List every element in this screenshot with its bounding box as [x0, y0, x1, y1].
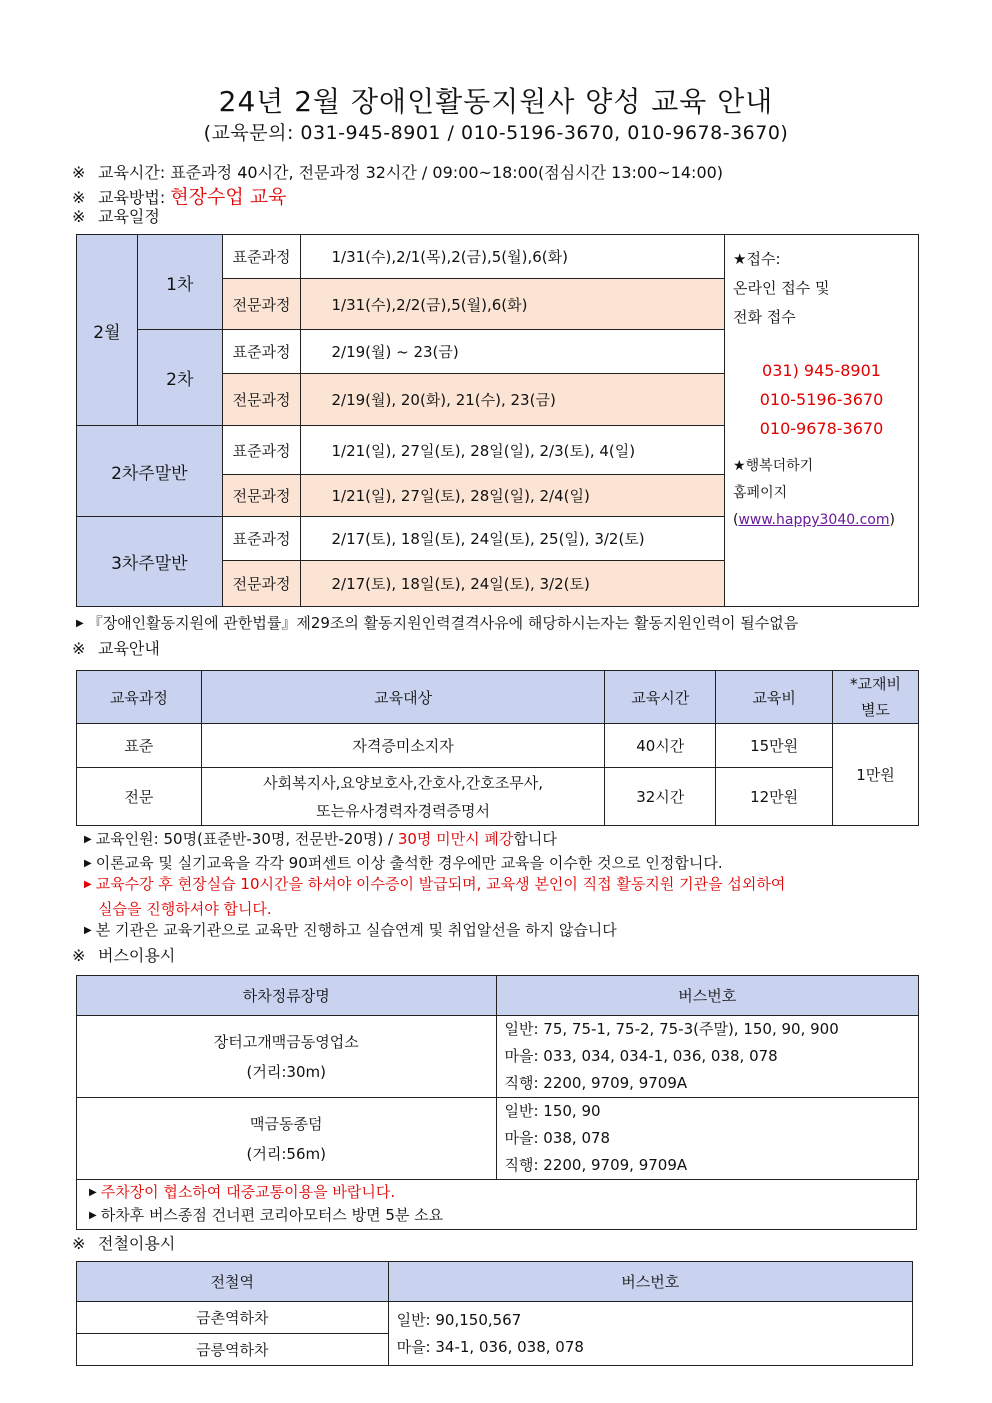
col-bus: 버스번호	[496, 976, 919, 1016]
weekend-2: 2차주말반	[77, 426, 223, 516]
weekend-3: 3차주말반	[77, 516, 223, 606]
col-bus: 버스번호	[388, 1262, 912, 1302]
bullet-institution: ▶ 본 기관은 교육기관으로 교육만 진행하고 실습연계 및 취업알선을 하지 않습니다	[84, 921, 617, 939]
guide-table	[76, 670, 919, 826]
bullet-practice: ▶ 교육수강 후 현장실습 10시간을 하셔야 이수증이 발급되며, 교육생 본인이 직접 활동지원 기관을 섭외하여 실습을 진행하셔야 합니다.	[84, 875, 786, 918]
method-value: 현장수업 교육	[170, 186, 287, 208]
col-fee: 교육비	[716, 671, 833, 724]
schedule-dates: 1/31(수),2/1(목),2(금),5(월),6(화)	[301, 235, 725, 279]
phone-number: 031) 945-8901	[762, 361, 881, 380]
material-fee: 1만원	[833, 724, 919, 826]
subway-table	[76, 1261, 913, 1366]
note-method: ※ 교육방법: 현장수업 교육	[72, 186, 287, 208]
bus-stop: 맥금동종덤 (거리:56m)	[77, 1098, 497, 1180]
homepage-link[interactable]: www.happy3040.com	[738, 512, 890, 528]
phone-number: 010-9678-3670	[759, 419, 884, 438]
col-stop: 하차정류장명	[77, 976, 497, 1016]
month-cell: 2월	[77, 235, 138, 426]
col-course: 교육과정	[77, 671, 202, 724]
course-expert: 전문과정	[222, 374, 301, 426]
note-time: ※ 교육시간: 표준과정 40시간, 전문과정 32시간 / 09:00~18:00(점심시간 13:00~14:00)	[72, 163, 724, 182]
table-cell: 자격증미소지자	[201, 724, 604, 768]
guide-heading: ※ 교육안내	[72, 639, 160, 658]
bullet-icon: ▶	[76, 618, 84, 629]
schedule-dates: 1/21(일), 27일(토), 28일(일), 2/3(토), 4(일)	[301, 426, 725, 474]
table-cell: 전문	[77, 768, 202, 826]
course-standard: 표준과정	[222, 516, 301, 560]
table-cell: 32시간	[605, 768, 716, 826]
col-material: *교재비 별도	[833, 671, 919, 724]
law-note: ▶ 『장애인활동지원에 관한법률』제29조의 활동지원인력결격사유에 해당하시는자는 활동지원인력이 될수없음	[76, 614, 799, 632]
round-1: 1차	[137, 235, 222, 330]
schedule-dates: 2/17(토), 18일(토), 24일(토), 3/2(토)	[301, 560, 725, 606]
bus-stop: 장터고개맥금동영업소 (거리:30m)	[77, 1016, 497, 1098]
schedule-dates: 1/31(수),2/2(금),5(월),6(화)	[301, 279, 725, 330]
course-standard: 표준과정	[222, 426, 301, 474]
table-cell: 40시간	[605, 724, 716, 768]
course-standard: 표준과정	[222, 330, 301, 374]
note-mark: ※	[72, 163, 86, 182]
course-expert: 전문과정	[222, 279, 301, 330]
bus-table	[76, 975, 919, 1180]
col-target: 교육대상	[201, 671, 604, 724]
bullet-capacity: ▶ 교육인원: 50명(표준반-30명, 전문반-20명) / 30명 미만시 폐강합니다	[84, 830, 557, 848]
table-cell: 12만원	[716, 768, 833, 826]
table-cell: 표준	[77, 724, 202, 768]
bullet-attendance: ▶ 이론교육 및 실기교육을 각각 90퍼센트 이상 출석한 경우에만 교육을 이수한 것으로 인정합니다.	[84, 854, 723, 872]
bus-heading: ※ 버스이용시	[72, 946, 176, 965]
col-hours: 교육시간	[605, 671, 716, 724]
station: 금릉역하차	[77, 1334, 389, 1366]
bus-lines: 일반: 150, 90 마을: 038, 078 직행: 2200, 9709, 9709A	[496, 1098, 919, 1180]
course-expert: 전문과정	[222, 560, 301, 606]
page-title: 24년 2월 장애인활동지원사 양성 교육 안내	[218, 85, 774, 118]
station: 금촌역하차	[77, 1302, 389, 1334]
schedule-dates: 2/17(토), 18일(토), 24일(토), 25(일), 3/2(토)	[301, 516, 725, 560]
course-standard: 표준과정	[222, 235, 301, 279]
col-station: 전철역	[77, 1262, 389, 1302]
schedule-table	[76, 234, 919, 607]
bus-notes: ▶ 주차장이 협소하여 대중교통이용을 바랍니다. ▶ 하차후 버스종점 건너편 코리아모터스 방면 5분 소요	[76, 1179, 917, 1230]
table-cell: 사회복지사,요양보호사,간호사,간호조무사, 또는유사경력자경력증명서	[201, 768, 604, 826]
schedule-dates: 2/19(월) ~ 23(금)	[301, 330, 725, 374]
note-schedule: ※ 교육일정	[72, 207, 160, 226]
reception-info: ★접수: 온라인 접수 및 전화 접수 031) 945-8901 010-5196-3670 010-9678-3670 ★행복더하기 홈페이지 (www.happy3040.com)	[725, 235, 919, 607]
round-2: 2차	[137, 330, 222, 426]
table-cell: 15만원	[716, 724, 833, 768]
contact-info: (교육문의: 031-945-8901 / 010-5196-3670, 010-9678-3670)	[203, 122, 789, 144]
schedule-dates: 1/21(일), 27일(토), 28일(일), 2/4(일)	[301, 474, 725, 516]
schedule-dates: 2/19(월), 20(화), 21(수), 23(금)	[301, 374, 725, 426]
subway-heading: ※ 전철이용시	[72, 1234, 176, 1253]
subway-bus-lines: 일반: 90,150,567 마을: 34-1, 036, 038, 078	[388, 1302, 912, 1366]
phone-number: 010-5196-3670	[759, 390, 884, 409]
bus-lines: 일반: 75, 75-1, 75-2, 75-3(주말), 150, 90, 900 마을: 033, 034, 034-1, 036, 038, 078 직행: 2200, 9709, 9709A	[496, 1016, 919, 1098]
course-expert: 전문과정	[222, 474, 301, 516]
